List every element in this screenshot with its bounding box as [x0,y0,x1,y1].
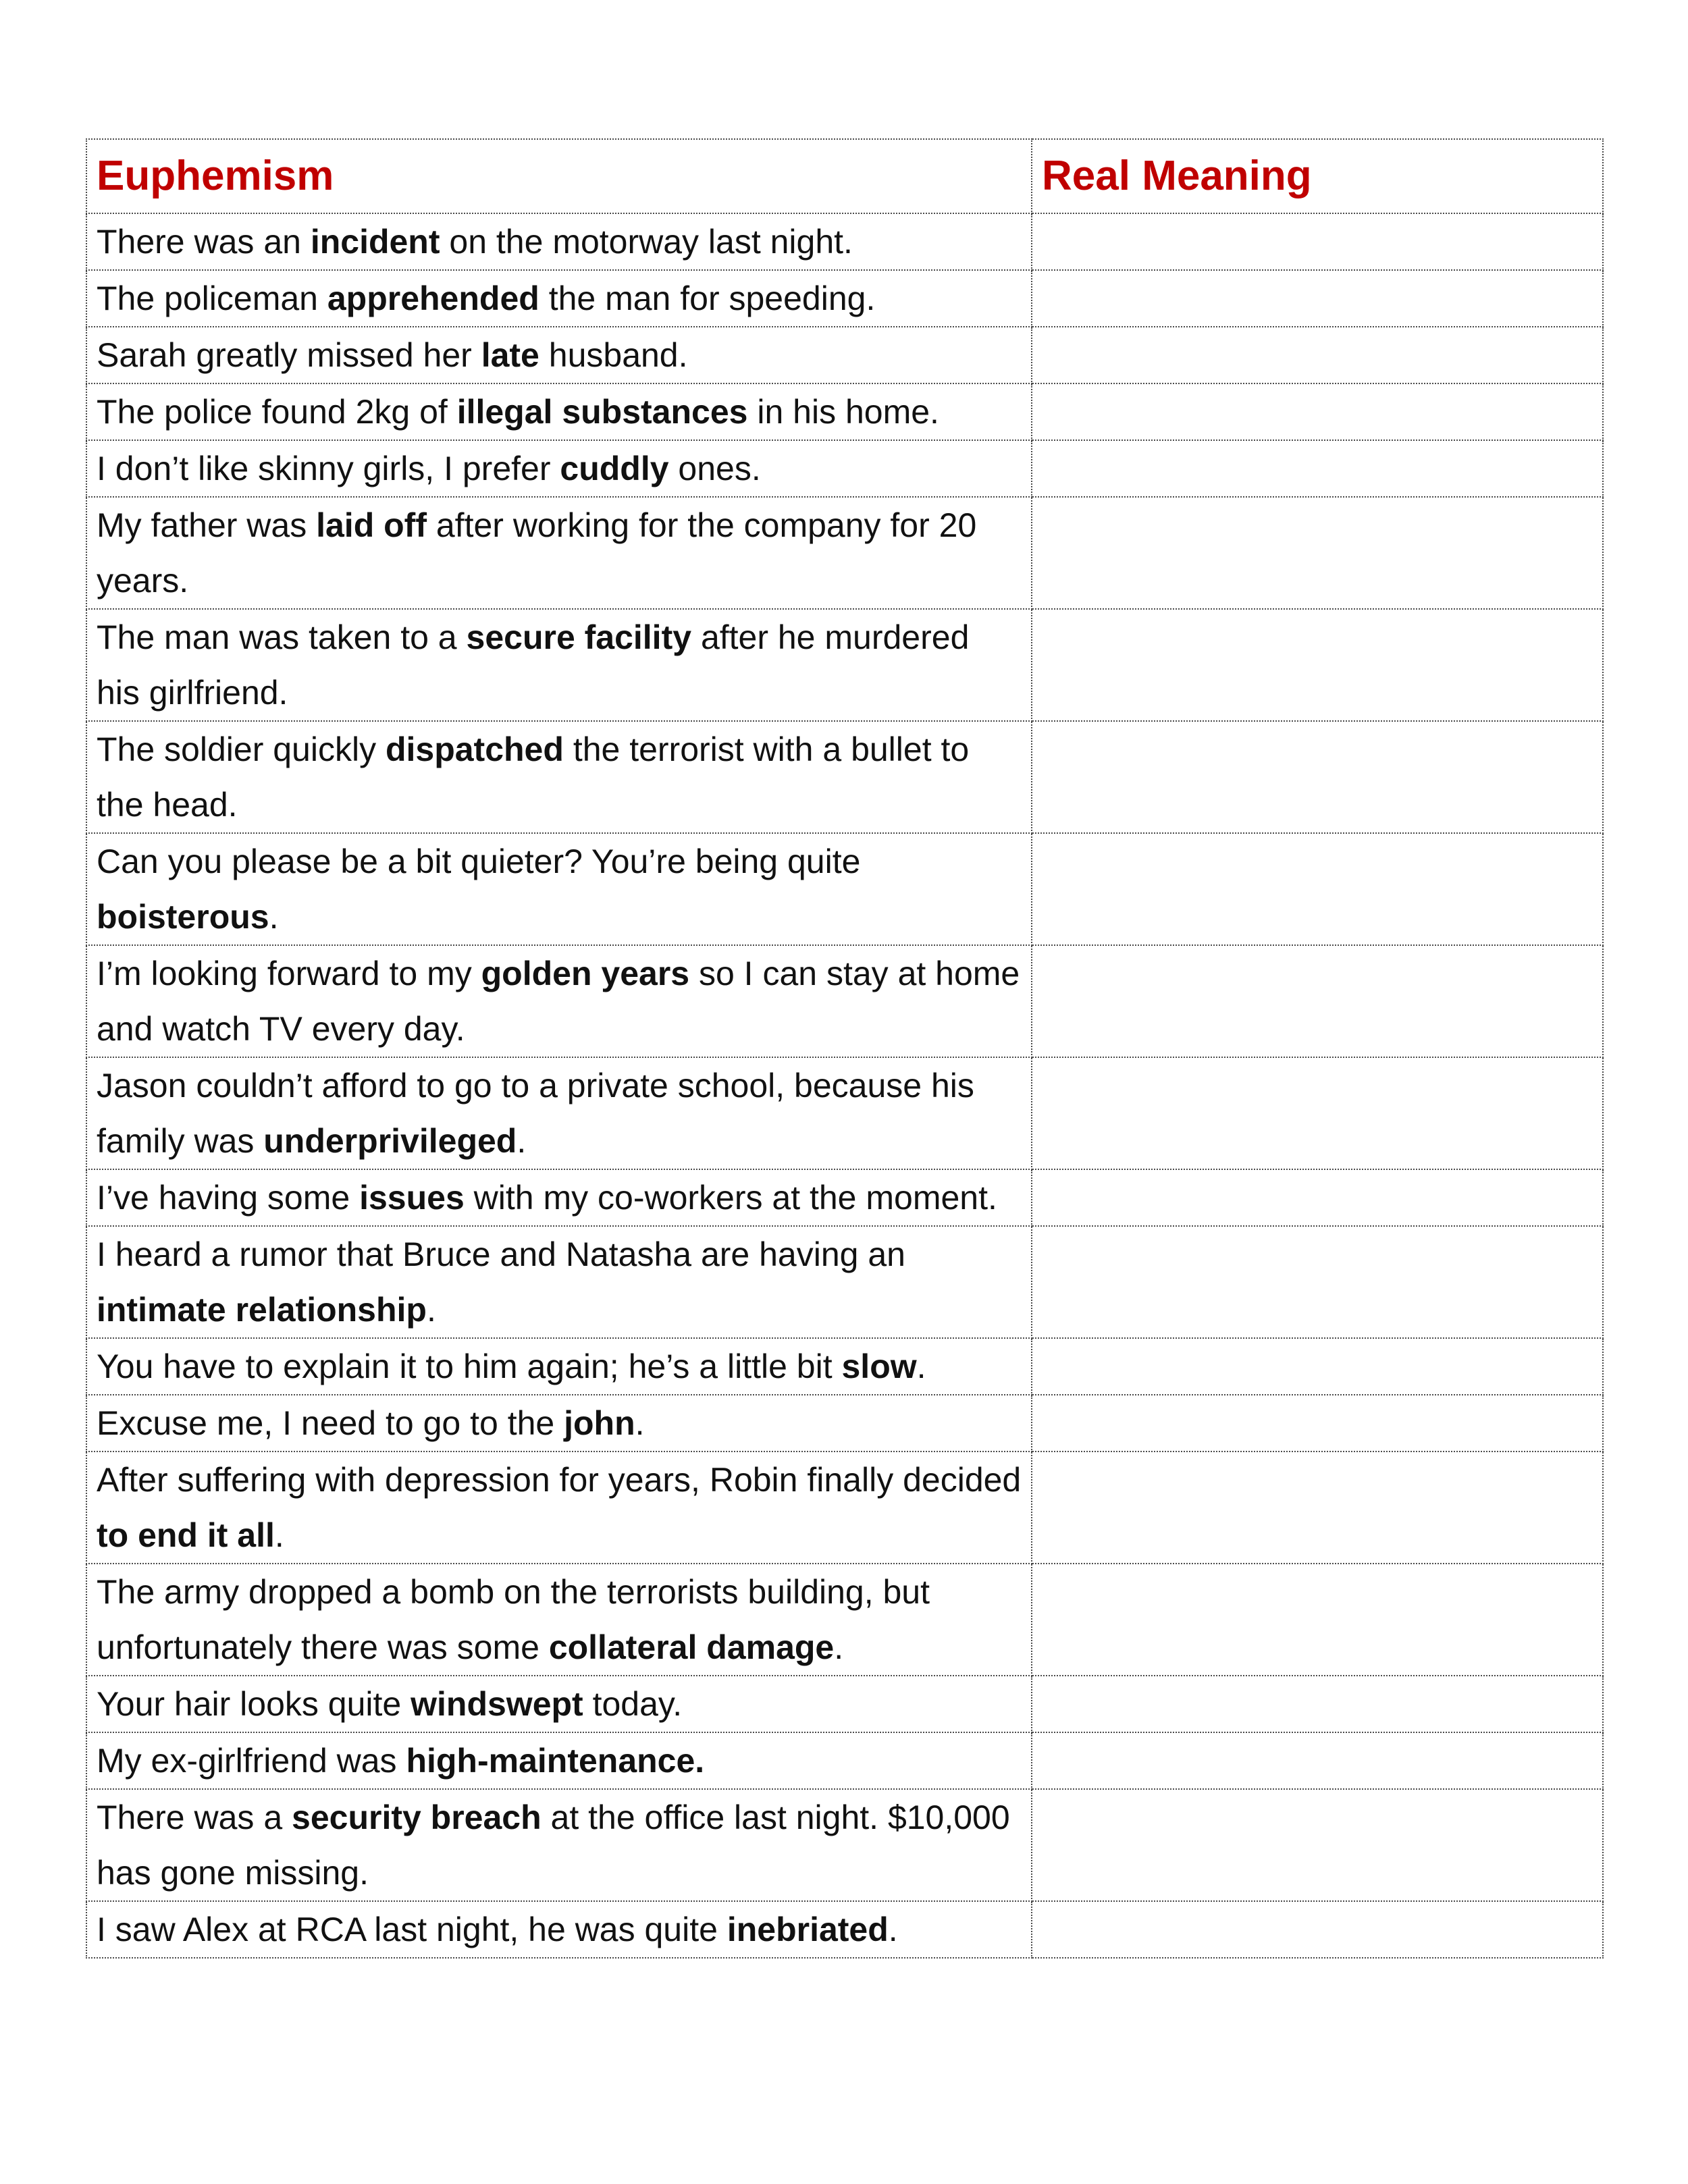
euphemism-sentence [86,1226,1032,1338]
euphemism-sentence [86,945,1032,1057]
sentence-text: the terrorist with a bullet to the head. [97,730,970,824]
sentence-text: Jason couldn’t afford to go to a private school, because his family was [97,1067,974,1160]
sentence-text: . [269,898,279,936]
sentence-text: husband. [539,336,688,374]
sentence-text: today. [583,1685,683,1723]
sentence-text: the man for speeding. [539,279,876,317]
table-row [86,440,1603,497]
euphemism-term: secure facility [466,618,692,656]
euphemism-term: high-maintenance. [406,1742,705,1780]
euphemism-sentence [86,270,1032,327]
sentence-text: The soldier quickly [97,730,386,768]
sentence-text: . [834,1628,844,1666]
euphemism-sentence [86,1338,1032,1395]
euphemism-term: illegal substances [456,393,748,431]
real-meaning-answer-cell[interactable] [1032,1338,1603,1395]
header-real-meaning: Real Meaning [1032,139,1603,213]
sentence-text: . [274,1516,284,1554]
sentence-text: after working for the company for 20 years. [97,506,977,600]
sentence-text: . [517,1122,527,1160]
euphemism-sentence [86,1732,1032,1789]
real-meaning-answer-cell[interactable] [1032,327,1603,383]
table-row [86,1395,1603,1451]
euphemism-term: dispatched [385,730,564,768]
euphemism-sentence [86,497,1032,609]
euphemism-sentence [86,1057,1032,1169]
table-row [86,1564,1603,1676]
euphemism-term: issues [359,1179,465,1217]
euphemism-term: collateral damage [548,1628,835,1666]
real-meaning-answer-cell[interactable] [1032,1057,1603,1169]
table-row [86,213,1603,270]
sentence-text: . [635,1404,645,1442]
sentence-text: with my co-workers at the moment. [464,1179,997,1217]
real-meaning-answer-cell[interactable] [1032,1901,1603,1958]
sentence-text: I’m looking forward to my [97,955,481,992]
sentence-text: Excuse me, I need to go to the [97,1404,564,1442]
sentence-text: at the office last night. $10,000 has gone missing. [97,1799,1010,1892]
table-row [86,1226,1603,1338]
euphemism-sentence [86,1676,1032,1732]
sentence-text: on the motorway last night. [440,223,853,261]
euphemism-sentence [86,721,1032,833]
real-meaning-answer-cell[interactable] [1032,1564,1603,1676]
real-meaning-answer-cell[interactable] [1032,1451,1603,1564]
table-row [86,1732,1603,1789]
sentence-text: The army dropped a bomb on the terrorists building, but unfortunately there was some [97,1573,930,1666]
euphemism-sentence [86,1901,1032,1958]
euphemism-term: cuddly [560,450,669,487]
euphemism-term: boisterous [97,898,269,936]
table-row [86,1338,1603,1395]
sentence-text: My father was [97,506,317,544]
sentence-text: so I can stay at home and watch TV every day. [97,955,1020,1048]
sentence-text: I saw Alex at RCA last night, he was quite [97,1911,727,1948]
sentence-text: Can you please be a bit quieter? You’re being quite [97,843,861,880]
euphemism-term: inebriated [727,1911,889,1948]
table-row [86,327,1603,383]
table-row [86,721,1603,833]
euphemism-sentence [86,1451,1032,1564]
real-meaning-answer-cell[interactable] [1032,213,1603,270]
sentence-text: The policeman [97,279,327,317]
euphemism-term: intimate relationship [97,1291,427,1329]
sentence-text: Sarah greatly missed her [97,336,481,374]
sentence-text: The police found 2kg of [97,393,457,431]
table-row [86,1057,1603,1169]
table-row [86,383,1603,440]
sentence-text: in his home. [747,393,939,431]
table-row [86,945,1603,1057]
euphemism-sentence [86,327,1032,383]
sentence-text: after he murdered his girlfriend. [97,618,970,712]
real-meaning-answer-cell[interactable] [1032,270,1603,327]
euphemism-sentence [86,213,1032,270]
header-euphemism: Euphemism [86,139,1032,213]
euphemism-term: golden years [481,955,690,992]
sentence-text: I don’t like skinny girls, I prefer [97,450,560,487]
sentence-text: . [888,1911,898,1948]
euphemism-term: windswept [411,1685,583,1723]
real-meaning-answer-cell[interactable] [1032,1732,1603,1789]
sentence-text: There was a [97,1799,292,1836]
sentence-text: My ex-girlfriend was [97,1742,406,1780]
euphemism-sentence [86,1395,1032,1451]
euphemism-sentence [86,383,1032,440]
table-body [86,213,1603,1958]
euphemism-term: to end it all [97,1516,275,1554]
euphemism-term: laid off [316,506,427,544]
sentence-text: I’ve having some [97,1179,360,1217]
sentence-text: ones. [668,450,761,487]
table-row [86,1451,1603,1564]
table-row [86,833,1603,945]
sentence-text: Your hair looks quite [97,1685,411,1723]
euphemism-sentence [86,1169,1032,1226]
euphemism-sentence [86,609,1032,721]
euphemism-term: incident [310,223,440,261]
real-meaning-answer-cell[interactable] [1032,1395,1603,1451]
sentence-text: The man was taken to a [97,618,467,656]
sentence-text: You have to explain it to him again; he’s a little bit [97,1348,842,1385]
table-row [86,1676,1603,1732]
table-row [86,1169,1603,1226]
real-meaning-answer-cell[interactable] [1032,1169,1603,1226]
euphemism-sentence [86,1789,1032,1901]
real-meaning-answer-cell[interactable] [1032,383,1603,440]
real-meaning-answer-cell[interactable] [1032,609,1603,721]
sentence-text: After suffering with depression for years, Robin finally decided [97,1461,1022,1499]
table-header-row [86,139,1603,213]
real-meaning-answer-cell[interactable] [1032,945,1603,1057]
euphemism-term: security breach [292,1799,542,1836]
euphemism-sentence [86,833,1032,945]
euphemism-term: slow [841,1348,917,1385]
table-row [86,497,1603,609]
table-row [86,1901,1603,1958]
euphemism-sentence [86,1564,1032,1676]
table-row [86,270,1603,327]
table-row [86,609,1603,721]
sentence-text: I heard a rumor that Bruce and Natasha are having an [97,1235,905,1273]
sentence-text: . [426,1291,436,1329]
real-meaning-answer-cell[interactable] [1032,833,1603,945]
euphemism-term: john [564,1404,635,1442]
real-meaning-answer-cell[interactable] [1032,1676,1603,1732]
real-meaning-answer-cell[interactable] [1032,721,1603,833]
euphemism-table [86,138,1604,1959]
real-meaning-answer-cell[interactable] [1032,1226,1603,1338]
euphemism-term: late [481,336,539,374]
table-row [86,1789,1603,1901]
euphemism-term: apprehended [327,279,539,317]
real-meaning-answer-cell[interactable] [1032,497,1603,609]
euphemism-sentence [86,440,1032,497]
euphemism-term: underprivileged [263,1122,517,1160]
sentence-text: . [916,1348,926,1385]
real-meaning-answer-cell[interactable] [1032,440,1603,497]
real-meaning-answer-cell[interactable] [1032,1789,1603,1901]
sentence-text: There was an [97,223,311,261]
